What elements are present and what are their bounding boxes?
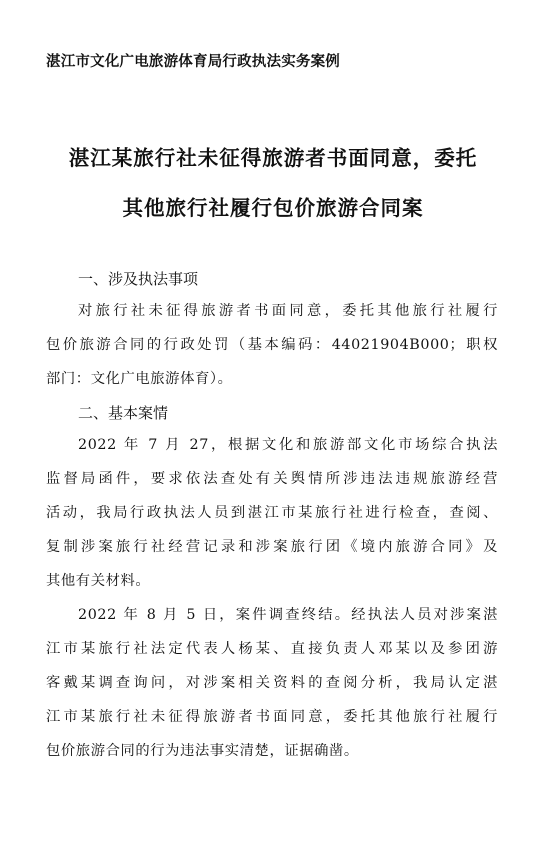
- paragraph-line: 包价旅游合同的行政处罚（基本编码：44021904B000；职权: [46, 337, 498, 353]
- paragraph-line: 江市某旅行社法定代表人杨某、直接负责人邓某以及参团游: [46, 641, 498, 657]
- paragraph-line: 监督局函件，要求依法查处有关舆情所涉违法违规旅游经营: [46, 471, 498, 487]
- document-header: 湛江市文化广电旅游体育局行政执法实务案例: [46, 53, 340, 70]
- section-heading-enforcement-matters: 一、涉及执法事项: [78, 270, 199, 288]
- paragraph-line: 部门：文化广电旅游体育）。: [46, 371, 233, 387]
- paragraph-line: 对旅行社未征得旅游者书面同意，委托其他旅行社履行: [78, 303, 498, 319]
- paragraph-line: 江市某旅行社未征得旅游者书面同意，委托其他旅行社履行: [46, 709, 498, 725]
- paragraph-line: 包价旅游合同的行为违法事实清楚，证据确凿。: [46, 743, 359, 759]
- document-title-line-1: 湛江某旅行社未征得旅游者书面同意，委托: [68, 146, 478, 170]
- paragraph-line: 2022 年 7 月 27，根据文化和旅游部文化市场综合执法: [78, 437, 498, 453]
- paragraph-line: 2022 年 8 月 5 日，案件调查终结。经执法人员对涉案湛: [78, 607, 498, 623]
- paragraph-line: 其他有关材料。: [46, 573, 151, 589]
- paragraph-line: 客戴某调查询问，对涉案相关资料的查阅分析，我局认定湛: [46, 675, 498, 691]
- section-heading-basic-facts: 二、基本案情: [78, 404, 169, 422]
- paragraph-line: 复制涉案旅行社经营记录和涉案旅行团《境内旅游合同》及: [46, 539, 498, 555]
- document-title-line-2: 其他旅行社履行包价旅游合同案: [122, 196, 424, 220]
- paragraph-line: 活动，我局行政执法人员到湛江市某旅行社进行检查，查阅、: [46, 505, 498, 521]
